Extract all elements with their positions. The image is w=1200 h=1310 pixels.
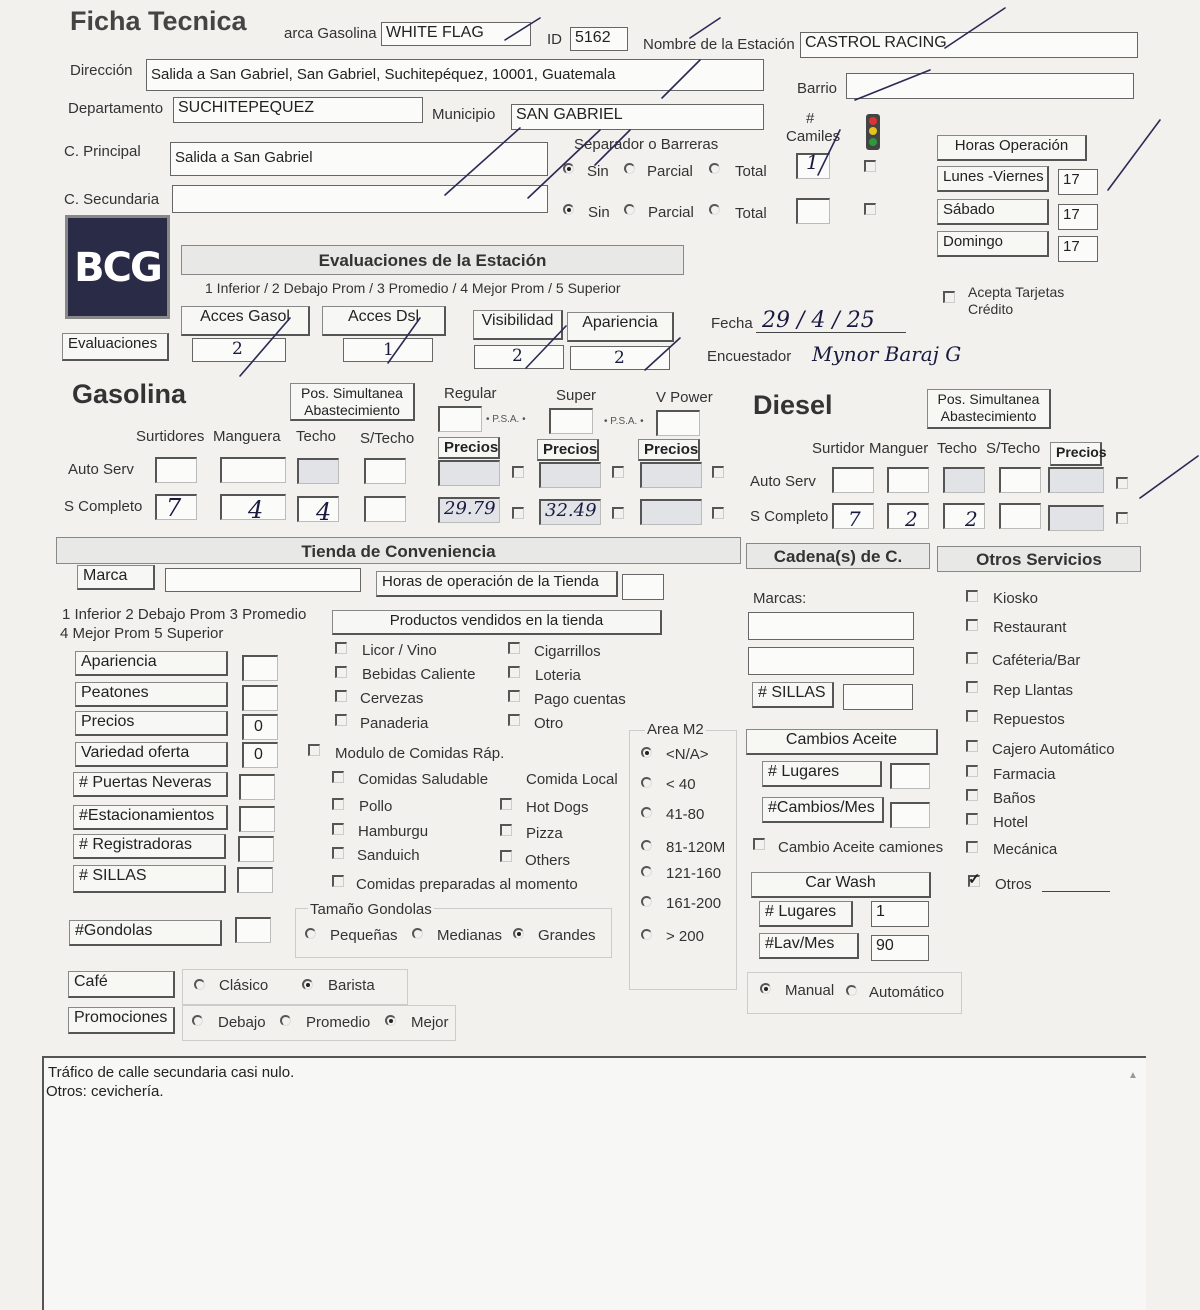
cafe-barista: Barista <box>328 977 375 994</box>
comida-local-label: Comida Local <box>526 771 618 788</box>
prod-bebidas: Bebidas Caliente <box>362 666 476 683</box>
gas-col-stecho: S/Techo <box>360 430 415 447</box>
gas-col-manguera: Manguera <box>213 428 281 445</box>
gas-sc-manguera: 4 <box>248 496 264 524</box>
sep-row1-parcial: Parcial <box>647 163 693 180</box>
otros-farmacia: Farmacia <box>993 766 1056 783</box>
modulo-label: Modulo de Comidas Ráp. <box>335 745 505 762</box>
area-81-120: 81-120M <box>666 839 726 856</box>
departamento-field[interactable]: SUCHITEPEQUEZ <box>173 97 423 123</box>
horas-sabado-label: Sábado <box>937 199 1049 225</box>
fecha-label: Fecha <box>711 315 753 332</box>
gas-sc-regular-precio: 29.79 <box>444 498 496 519</box>
sep-row2-parcial: Parcial <box>648 204 694 221</box>
tarjetas-label: Acepta Tarjetas Crédito <box>968 284 1065 317</box>
tienda-variedad-field[interactable]: 0 <box>242 742 278 768</box>
eval-acces-gasol-label: Acces Gasol <box>181 306 310 336</box>
horas-domingo-field[interactable]: 17 <box>1058 236 1098 262</box>
otros-mecanica: Mecánica <box>993 841 1058 858</box>
cw-lugares-label: # Lugares <box>759 901 853 927</box>
departamento-label: Departamento <box>68 100 164 117</box>
area-41-80: 41-80 <box>666 806 705 823</box>
municipio-field[interactable]: SAN GABRIEL <box>511 104 764 130</box>
tienda-registradoras-label: # Registradoras <box>73 834 226 859</box>
eval-visibilidad-value: 2 <box>512 346 523 366</box>
productos-title: Productos vendidos en la tienda <box>332 610 662 635</box>
area-gt200: > 200 <box>666 928 704 945</box>
gas-sc-techo: 4 <box>316 498 332 526</box>
eval-apariencia-label: Apariencia <box>567 312 674 342</box>
tienda-title: Tienda de Conveniencia <box>56 537 741 564</box>
tienda-gondolas-label: #Gondolas <box>69 920 222 946</box>
evaluaciones-side-label: Evaluaciones <box>62 333 169 361</box>
cw-auto: Automático <box>869 984 945 1001</box>
tamano-title: Tamaño Gondolas <box>310 901 432 918</box>
cambios-mes-label: #Cambios/Mes <box>762 797 884 823</box>
eval-acces-gasol-value: 2 <box>232 339 243 359</box>
eval-apariencia-value: 2 <box>614 348 625 368</box>
diesel-pos-label: Pos. Simultanea Abastecimiento <box>927 389 1051 429</box>
c-principal-field[interactable]: Salida a San Gabriel <box>170 142 548 176</box>
diesel-precios: Precios <box>1050 442 1102 466</box>
cw-lav-field[interactable]: 90 <box>871 935 929 961</box>
pizza: Pizza <box>526 825 563 842</box>
tienda-scale-1: 1 Inferior 2 Debajo Prom 3 Promedio <box>62 606 307 623</box>
gas-col-surtidores: Surtidores <box>136 428 205 445</box>
promo-promedio: Promedio <box>306 1014 371 1031</box>
eval-acces-dsl-label: Acces Dsl <box>322 306 446 336</box>
page-title: Ficha Tecnica <box>70 6 247 36</box>
promo-debajo: Debajo <box>218 1014 266 1031</box>
otros-repuestos: Repuestos <box>993 711 1065 728</box>
gas-col-techo: Techo <box>296 428 337 445</box>
marca-label: arca Gasolina <box>284 25 377 42</box>
marca-field[interactable]: WHITE FLAG <box>381 22 531 46</box>
tienda-precios-label: Precios <box>75 711 228 736</box>
hotdogs: Hot Dogs <box>526 799 589 816</box>
tienda-apariencia-label: Apariencia <box>75 651 228 676</box>
sep-row1-sin: Sin <box>587 163 609 180</box>
hamburgu: Hamburgu <box>358 823 429 840</box>
sanduich: Sanduich <box>357 847 420 864</box>
diesel-title: Diesel <box>753 390 833 420</box>
diesel-sc-surtidor: 7 <box>848 507 861 531</box>
gas-auto-serv-label: Auto Serv <box>68 461 134 478</box>
separador-title: Separador o Barreras <box>574 136 719 153</box>
c-secundaria-label: C. Secundaria <box>64 191 160 208</box>
tienda-scale-2: 4 Mejor Prom 5 Superior <box>60 625 224 642</box>
id-field[interactable]: 5162 <box>570 27 628 51</box>
otros-hotel: Hotel <box>993 814 1029 831</box>
diesel-col-techo: Techo <box>937 440 978 457</box>
gas-regular-label: Regular <box>444 385 497 402</box>
otros-restaurant: Restaurant <box>993 619 1067 636</box>
gas-precios-super: Precios <box>537 439 599 461</box>
diesel-sc-manguer: 2 <box>905 507 918 531</box>
gasolina-title: Gasolina <box>72 379 187 409</box>
gas-s-completo-label: S Completo <box>64 498 143 515</box>
tienda-sillas-label: # SILLAS <box>73 865 226 893</box>
gas-precios-regular: Precios <box>438 437 500 459</box>
nombre-label: Nombre de la Estación <box>643 36 795 53</box>
camiles-label: Camiles <box>786 128 841 145</box>
gas-precios-vpower: Precios <box>638 439 700 461</box>
pollo: Pollo <box>359 798 393 815</box>
area-na: <N/A> <box>666 746 709 763</box>
gas-psa-2: • P.S.A. • <box>604 416 644 427</box>
area-121-160: 121-160 <box>666 865 722 882</box>
evaluaciones-title: Evaluaciones de la Estación <box>181 245 684 275</box>
tamano-pequenas: Pequeñas <box>330 927 398 944</box>
nombre-field[interactable]: CASTROL RACING <box>800 32 1138 58</box>
prod-loteria: Loteria <box>535 667 581 684</box>
horas-sabado-field[interactable]: 17 <box>1058 204 1098 230</box>
direccion-field[interactable]: Salida a San Gabriel, San Gabriel, Suchitepéquez, 10001, Guatemala <box>146 59 764 91</box>
promo-mejor: Mejor <box>411 1014 449 1031</box>
cadena-title: Cadena(s) de C. <box>746 543 930 569</box>
eval-acces-dsl-value: 1 <box>383 340 394 360</box>
sep-row2-sin: Sin <box>588 204 610 221</box>
carwash-title: Car Wash <box>751 872 931 898</box>
cadena-marcas-label: Marcas: <box>753 590 807 607</box>
prod-pago: Pago cuentas <box>534 691 626 708</box>
eval-visibilidad-label: Visibilidad <box>473 310 563 340</box>
tamano-medianas: Medianas <box>437 927 503 944</box>
tienda-variedad-label: Variedad oferta <box>75 742 228 767</box>
horas-lunes-label: Lunes -Viernes <box>937 166 1049 192</box>
camiles-row1-value: 1 <box>806 150 819 174</box>
barrio-label: Barrio <box>797 80 838 97</box>
otros-llantas: Rep Llantas <box>993 682 1074 699</box>
diesel-col-stecho: S/Techo <box>986 440 1041 457</box>
cw-lav-label: #Lav/Mes <box>759 933 859 959</box>
cw-manual: Manual <box>785 982 835 999</box>
direccion-label: Dirección <box>70 62 133 79</box>
prod-licor: Licor / Vino <box>362 642 437 659</box>
prod-otro: Otro <box>534 715 564 732</box>
evaluaciones-scale: 1 Inferior / 2 Debajo Prom / 3 Promedio / 4 Mejor Prom / 5 Superior <box>205 280 621 296</box>
diesel-sc-techo: 2 <box>965 507 978 531</box>
otros-cajero: Cajero Automático <box>992 741 1115 758</box>
gas-psa-1: • P.S.A. • <box>486 414 526 425</box>
diesel-auto-serv-label: Auto Serv <box>750 473 816 490</box>
encuestador-value: Mynor Baraj G <box>812 342 962 366</box>
fecha-value: 29 / 4 / 25 <box>762 308 875 333</box>
horas-lunes-field[interactable]: 17 <box>1058 169 1098 195</box>
cadena-sillas-label: # SILLAS <box>752 682 834 708</box>
c-principal-label: C. Principal <box>64 143 141 160</box>
gas-sc-surtidores: 7 <box>166 494 182 522</box>
gas-sc-super-precio: 32.49 <box>545 500 597 521</box>
tienda-precios-field[interactable]: 0 <box>242 714 278 740</box>
diesel-col-manguer: Manguer <box>869 440 929 457</box>
comidas-preparadas: Comidas preparadas al momento <box>356 876 578 893</box>
prod-cigarrillos: Cigarrillos <box>534 643 601 660</box>
cw-lugares-field[interactable]: 1 <box>871 901 929 927</box>
otros-title: Otros Servicios <box>937 546 1141 572</box>
area-161-200: 161-200 <box>666 895 722 912</box>
comments-line-2: Otros: cevichería. <box>46 1083 164 1100</box>
tienda-horas-label: Horas de operación de la Tienda <box>376 571 618 597</box>
id-label: ID <box>547 31 562 48</box>
otros-banos: Baños <box>993 790 1036 807</box>
gas-super-label: Super <box>556 387 597 404</box>
camiones-label: Cambio Aceite camiones <box>778 839 944 856</box>
otros-cafeteria: Caféteria/Bar <box>992 652 1081 669</box>
gasolina-pos-label: Pos. Simultanea Abastecimiento <box>290 383 415 421</box>
tienda-estacionamientos-label: #Estacionamientos <box>73 805 228 830</box>
tienda-puertas-label: # Puertas Neveras <box>73 772 228 797</box>
cafe-clasico: Clásico <box>219 977 269 994</box>
otros-kiosko: Kiosko <box>993 590 1039 607</box>
tamano-grandes: Grandes <box>538 927 596 944</box>
checkmark-icon: ✓ <box>968 871 981 888</box>
diesel-col-surtidor: Surtidor <box>812 440 865 457</box>
scroll-up-icon[interactable]: ▲ <box>1128 1070 1138 1081</box>
diesel-s-completo-label: S Completo <box>750 508 829 525</box>
horas-domingo-label: Domingo <box>937 231 1049 257</box>
camiles-hash: # <box>806 110 815 127</box>
sep-row2-total: Total <box>735 205 767 222</box>
promo-label: Promociones <box>68 1007 175 1034</box>
otros-otros: Otros <box>995 876 1032 893</box>
bcg-logo-text: BCG <box>74 245 161 291</box>
prod-panaderia: Panaderia <box>360 715 429 732</box>
tienda-peatones-label: Peatones <box>75 682 228 707</box>
area-title: Area M2 <box>647 721 704 738</box>
others: Others <box>525 852 571 869</box>
horas-title: Horas Operación <box>937 135 1087 161</box>
area-lt40: < 40 <box>666 776 696 793</box>
prod-cervezas: Cervezas <box>360 690 424 707</box>
municipio-label: Municipio <box>432 106 496 123</box>
gas-vpower-label: V Power <box>656 389 713 406</box>
comments-line-1: Tráfico de calle secundaria casi nulo. <box>48 1064 295 1081</box>
cafe-label: Café <box>68 971 175 998</box>
comidas-saludable: Comidas Saludable <box>358 771 489 788</box>
cambios-title: Cambios Aceite <box>746 729 938 755</box>
encuestador-label: Encuestador <box>707 348 792 365</box>
sep-row1-total: Total <box>735 163 767 180</box>
cambios-lugares-label: # Lugares <box>762 761 882 787</box>
tienda-marca-label: Marca <box>77 565 155 590</box>
